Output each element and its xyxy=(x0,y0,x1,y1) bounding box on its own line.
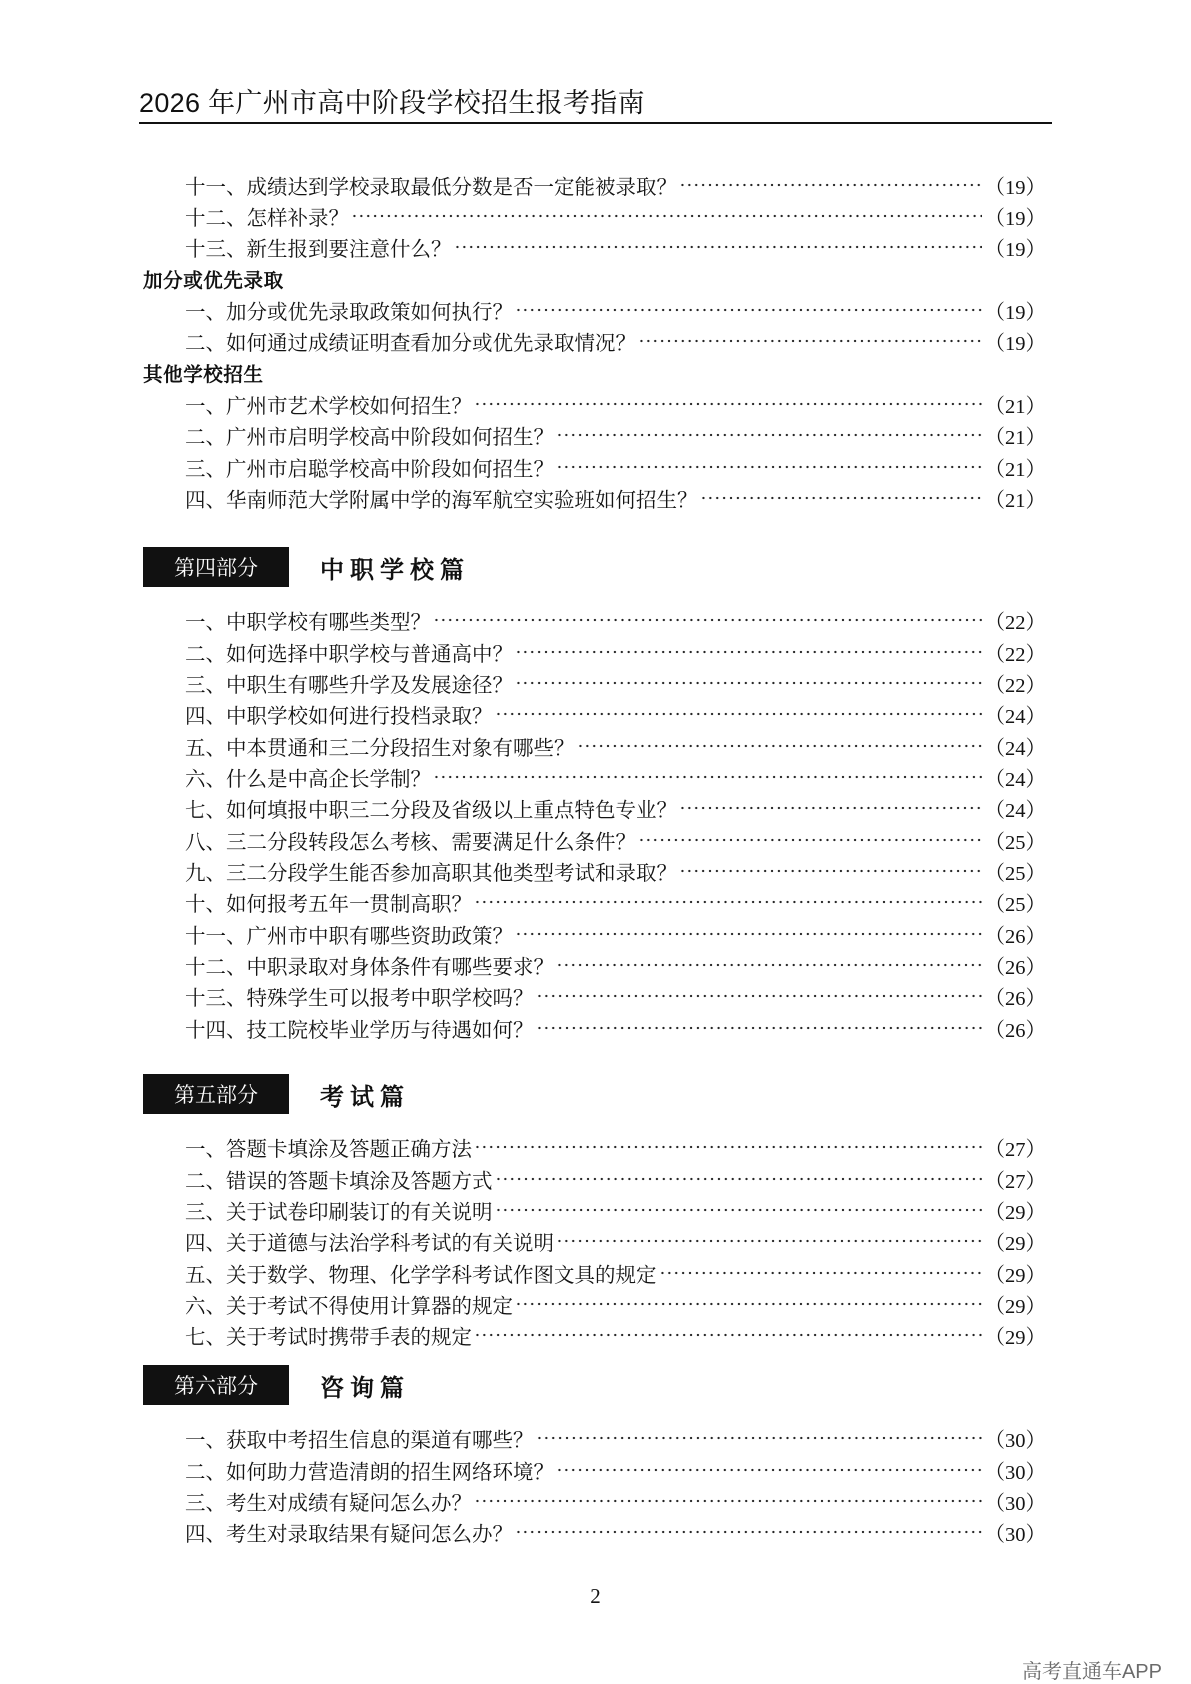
toc-entry-page-number: （22） xyxy=(984,674,1046,697)
toc-entry xyxy=(143,949,1046,980)
toc-entry-title: 五、关于数学、物理、化学学科考试作图文具的规定 xyxy=(185,1264,657,1287)
dot-leader xyxy=(679,806,982,810)
part-header xyxy=(143,547,1046,587)
toc-entry-page-number: （27） xyxy=(984,1139,1046,1162)
toc-entry-page-number: （29） xyxy=(984,1295,1046,1318)
toc-entry xyxy=(143,232,1046,263)
toc-entry-title: 五、中本贯通和三二分段招生对象有哪些？ xyxy=(185,737,575,760)
toc-entry-page-number: （25） xyxy=(984,894,1046,917)
header-rule xyxy=(139,122,1052,124)
toc-entry-title: 二、如何助力营造清朗的招生网络环境？ xyxy=(185,1461,554,1484)
part-label-badge: 第四部分 xyxy=(143,547,289,587)
toc-entry-page-number: （30） xyxy=(984,1461,1046,1484)
toc-entry-page-number: （29） xyxy=(984,1264,1046,1287)
toc-entry-page-number: （26） xyxy=(984,988,1046,1011)
toc-entry xyxy=(143,1320,1046,1351)
toc-entry-title: 十、如何报考五年一贯制高职？ xyxy=(185,894,472,917)
toc-entry-title: 十一、成绩达到学校录取最低分数是否一定能被录取？ xyxy=(185,176,677,199)
dot-leader xyxy=(515,681,982,685)
dot-leader xyxy=(433,775,982,779)
toc-entry-title: 六、关于考试不得使用计算器的规定 xyxy=(185,1295,513,1318)
toc-entry-page-number: （30） xyxy=(984,1524,1046,1547)
toc-entry-title: 二、广州市启明学校高中阶段如何招生？ xyxy=(185,427,554,450)
toc-part-6 xyxy=(143,1365,1046,1548)
toc-entry-page-number: （29） xyxy=(984,1233,1046,1256)
toc-entry xyxy=(143,761,1046,792)
dot-leader xyxy=(556,465,982,469)
dot-leader xyxy=(556,1468,982,1472)
dot-leader xyxy=(474,1499,982,1503)
toc-entry-title: 四、考生对录取结果有疑问怎么办？ xyxy=(185,1524,513,1547)
toc-entry xyxy=(143,793,1046,824)
toc-entry-title: 十三、特殊学生可以报考中职学校吗？ xyxy=(185,988,534,1011)
toc-entry-page-number: （25） xyxy=(984,831,1046,854)
toc-entry-page-number: （21） xyxy=(984,396,1046,419)
document-title: 2026 年广州市高中阶段学校招生报考指南 xyxy=(139,88,645,118)
toc-entry-title: 四、关于道德与法治学科考试的有关说明 xyxy=(185,1233,554,1256)
dot-leader xyxy=(556,433,982,437)
dot-leader xyxy=(351,214,982,218)
toc-entry xyxy=(143,887,1046,918)
toc-entry xyxy=(143,388,1046,419)
dot-leader xyxy=(454,245,982,249)
toc-entry xyxy=(143,730,1046,761)
toc-entry-title: 十二、怎样补录？ xyxy=(185,208,349,231)
dot-leader xyxy=(638,339,982,343)
toc-entry-title: 三、考生对成绩有疑问怎么办？ xyxy=(185,1492,472,1515)
dot-leader xyxy=(474,900,982,904)
toc-entry-title: 六、什么是中高企长学制？ xyxy=(185,768,431,791)
dot-leader xyxy=(638,838,982,842)
toc-entry-title: 九、三二分段学生能否参加高职其他类型考试和录取？ xyxy=(185,863,677,886)
toc-entry-page-number: （22） xyxy=(984,643,1046,666)
toc-entry xyxy=(143,636,1046,667)
dot-leader xyxy=(495,712,982,716)
toc-entry xyxy=(143,1012,1046,1043)
dot-leader xyxy=(536,1026,982,1030)
toc-entry xyxy=(143,1163,1046,1194)
toc-entry xyxy=(143,1454,1046,1485)
toc-entry xyxy=(143,1485,1046,1516)
dot-leader xyxy=(515,1530,982,1534)
toc-entry xyxy=(143,169,1046,200)
toc-entry-title: 一、中职学校有哪些类型？ xyxy=(185,612,431,635)
toc-entry-page-number: （19） xyxy=(984,302,1046,325)
toc-entry-title: 一、广州市艺术学校如何招生？ xyxy=(185,396,472,419)
toc-entry-page-number: （21） xyxy=(984,458,1046,481)
toc-entry-page-number: （30） xyxy=(984,1492,1046,1515)
toc-entry-page-number: （30） xyxy=(984,1430,1046,1453)
toc-entry-page-number: （22） xyxy=(984,612,1046,635)
toc-entry-page-number: （25） xyxy=(984,863,1046,886)
toc-entry xyxy=(143,326,1046,357)
toc-entry xyxy=(143,1423,1046,1454)
toc-entry-title: 一、获取中考招生信息的渠道有哪些？ xyxy=(185,1430,534,1453)
dot-leader xyxy=(474,1145,982,1149)
toc-entry-title: 二、如何通过成绩证明查看加分或优先录取情况？ xyxy=(185,333,636,356)
part-title: 中职学校篇 xyxy=(320,557,470,584)
toc-entry-page-number: （29） xyxy=(984,1201,1046,1224)
dot-leader xyxy=(659,1271,982,1275)
toc-entry-title: 一、答题卡填涂及答题正确方法 xyxy=(185,1139,472,1162)
toc-entry-page-number: （27） xyxy=(984,1170,1046,1193)
toc-entry xyxy=(143,699,1046,730)
toc-entry-page-number: （26） xyxy=(984,1019,1046,1042)
toc-entry-title: 三、关于试卷印刷装订的有关说明 xyxy=(185,1201,493,1224)
toc-entry-title: 三、广州市启聪学校高中阶段如何招生？ xyxy=(185,458,554,481)
toc-entry xyxy=(143,482,1046,513)
toc-entry-title: 一、加分或优先录取政策如何执行？ xyxy=(185,302,513,325)
toc-entry-title: 七、关于考试时携带手表的规定 xyxy=(185,1327,472,1350)
dot-leader xyxy=(700,496,982,500)
toc-entry xyxy=(143,1517,1046,1548)
toc-entry xyxy=(143,1226,1046,1257)
toc-entry xyxy=(143,294,1046,325)
toc-entry-title: 四、中职学校如何进行投档录取？ xyxy=(185,706,493,729)
toc-entry-title: 十三、新生报到要注意什么？ xyxy=(185,239,452,262)
toc-entry xyxy=(143,451,1046,482)
toc-entry xyxy=(143,1132,1046,1163)
toc-entry xyxy=(143,200,1046,231)
toc-entry-page-number: （24） xyxy=(984,737,1046,760)
dot-leader xyxy=(515,932,982,936)
dot-leader xyxy=(536,1436,982,1440)
toc-entry xyxy=(143,855,1046,886)
toc-entry xyxy=(143,605,1046,636)
toc-entry-page-number: （21） xyxy=(984,490,1046,513)
dot-leader xyxy=(679,183,982,187)
dot-leader xyxy=(536,994,982,998)
toc-entry-title: 十二、中职录取对身体条件有哪些要求？ xyxy=(185,957,554,980)
page-number: 2 xyxy=(590,1584,601,1608)
part-label-badge: 第六部分 xyxy=(143,1365,289,1405)
dot-leader xyxy=(474,402,982,406)
dot-leader xyxy=(679,869,982,873)
toc-entry-page-number: （24） xyxy=(984,800,1046,823)
toc-entry-page-number: （19） xyxy=(984,176,1046,199)
toc-entry-page-number: （19） xyxy=(984,239,1046,262)
dot-leader xyxy=(515,308,982,312)
part-header xyxy=(143,1074,1046,1114)
toc-subsection-heading: 加分或优先录取 xyxy=(143,270,284,292)
dot-leader xyxy=(433,618,982,622)
dot-leader xyxy=(474,1333,982,1337)
toc-entry-title: 十四、技工院校毕业学历与待遇如何？ xyxy=(185,1019,534,1042)
toc-entry xyxy=(143,1288,1046,1319)
toc-entry xyxy=(143,918,1046,949)
toc-entry-title: 二、错误的答题卡填涂及答题方式 xyxy=(185,1170,493,1193)
watermark: 高考直通车APP xyxy=(1021,1661,1162,1683)
toc-subsection-heading: 其他学校招生 xyxy=(143,364,264,386)
toc-entry xyxy=(143,1257,1046,1288)
part-title: 考试篇 xyxy=(320,1084,410,1111)
toc-entry-page-number: （19） xyxy=(984,208,1046,231)
dot-leader xyxy=(515,1302,982,1306)
part-header xyxy=(143,1365,1046,1405)
toc-entry-title: 三、中职生有哪些升学及发展途径？ xyxy=(185,674,513,697)
toc-entry-title: 二、如何选择中职学校与普通高中？ xyxy=(185,643,513,666)
toc-entry-title: 四、华南师范大学附属中学的海军航空实验班如何招生？ xyxy=(185,490,698,513)
part-entry-list xyxy=(143,1132,1046,1351)
toc-part-5 xyxy=(143,1074,1046,1351)
toc-entry xyxy=(143,420,1046,451)
toc-entry xyxy=(143,667,1046,698)
toc-entry-page-number: （24） xyxy=(984,706,1046,729)
toc-entry-page-number: （29） xyxy=(984,1327,1046,1350)
toc-entry-title: 十一、广州市中职有哪些资助政策？ xyxy=(185,925,513,948)
dot-leader xyxy=(577,744,982,748)
dot-leader xyxy=(556,1239,982,1243)
part-label-badge: 第五部分 xyxy=(143,1074,289,1114)
toc-continued-list xyxy=(143,169,1046,514)
toc-entry-page-number: （19） xyxy=(984,333,1046,356)
dot-leader xyxy=(495,1177,982,1181)
toc-entry xyxy=(143,1194,1046,1225)
part-title: 咨询篇 xyxy=(320,1375,410,1402)
toc-entry-page-number: （24） xyxy=(984,768,1046,791)
toc-entry-page-number: （26） xyxy=(984,957,1046,980)
toc-entry xyxy=(143,981,1046,1012)
toc-part-4 xyxy=(143,547,1046,1043)
part-entry-list xyxy=(143,1423,1046,1548)
dot-leader xyxy=(495,1208,982,1212)
toc-entry xyxy=(143,824,1046,855)
toc-entry-page-number: （21） xyxy=(984,427,1046,450)
dot-leader xyxy=(515,650,982,654)
part-entry-list xyxy=(143,605,1046,1044)
toc-entry-page-number: （26） xyxy=(984,925,1046,948)
toc-entry-title: 八、三二分段转段怎么考核、需要满足什么条件？ xyxy=(185,831,636,854)
toc-entry-title: 七、如何填报中职三二分段及省级以上重点特色专业？ xyxy=(185,800,677,823)
dot-leader xyxy=(556,963,982,967)
